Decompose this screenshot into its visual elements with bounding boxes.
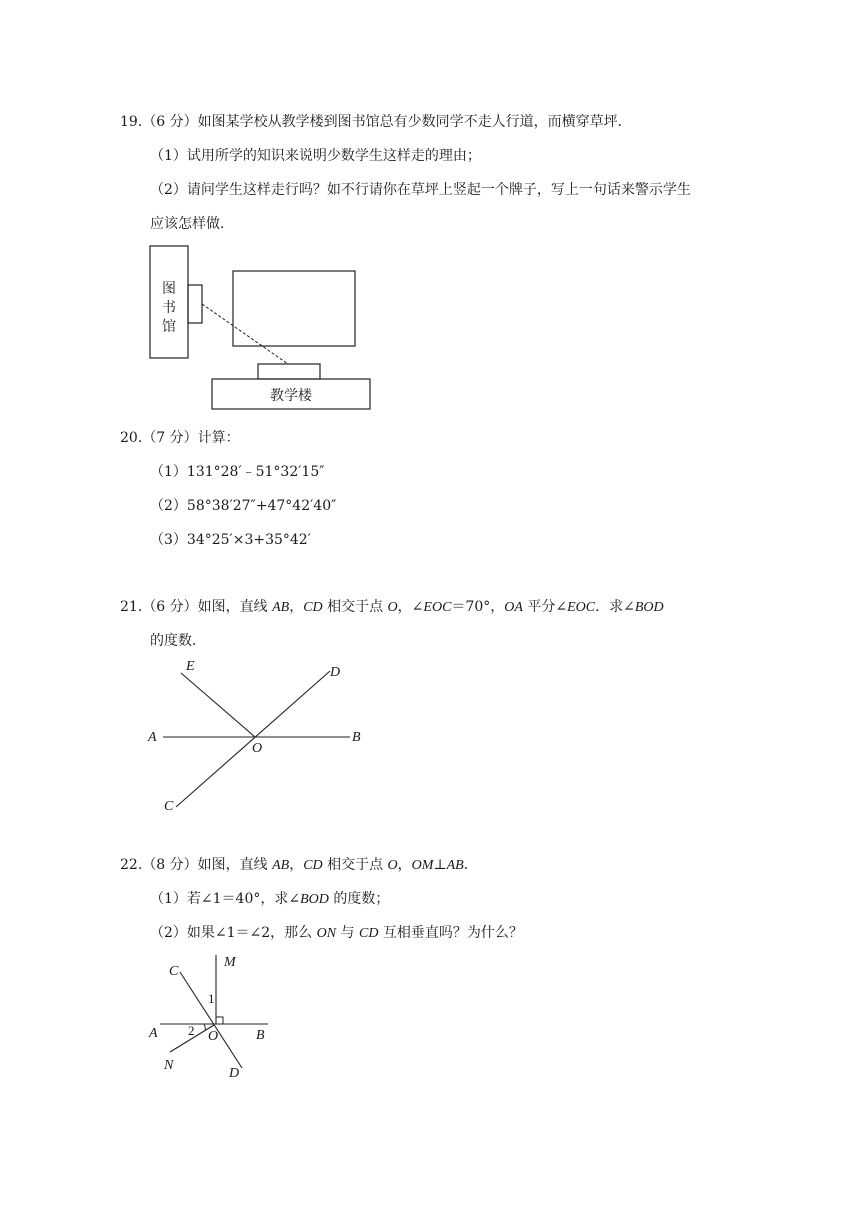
q21-stem-line2: 的度数． — [150, 633, 206, 649]
label-B: B — [352, 730, 361, 745]
library-label-2: 书 — [162, 300, 176, 316]
angle-2-arc — [204, 1024, 205, 1031]
line-CD-22 — [180, 972, 242, 1068]
label-D-22: D — [229, 1066, 240, 1081]
library-label-3: 馆 — [162, 319, 176, 335]
label-angle-2: 2 — [188, 1023, 195, 1038]
q19-part2-line2: 应该怎样做． — [150, 216, 234, 232]
q20-part1: （1）131°28′﹣51°32′15″ — [150, 464, 325, 480]
label-N: N — [164, 1058, 174, 1073]
label-O: O — [252, 741, 263, 756]
q21-stem: 21.（6 分）如图，直线 AB，CD 相交于点 O，∠EOC＝70°，OA 平分∠EOC．求∠BOD — [120, 599, 664, 615]
q22-part1: （1）若∠1＝40°，求∠BOD 的度数； — [150, 891, 390, 907]
label-O-22: O — [208, 1029, 219, 1044]
q19-part2-line1: （2）请问学生这样走行吗？如不行请你在草坪上竖起一个牌子，写上一句话来警示学生 — [150, 182, 691, 198]
label-A: A — [148, 730, 157, 745]
label-D: D — [330, 665, 341, 680]
label-B-22: B — [256, 1028, 265, 1043]
label-M: M — [224, 955, 236, 970]
label-E: E — [186, 659, 195, 674]
q20-part2: （2）58°38′27″+47°42′40″ — [150, 498, 337, 514]
teaching-building-label: 教学楼 — [270, 388, 312, 404]
right-angle-mark — [216, 1017, 223, 1024]
q20-stem: 20.（7 分）计算： — [120, 430, 240, 446]
q19-part1: （1）试用所学的知识来说明少数学生这样走的理由； — [150, 148, 481, 164]
label-C-22: C — [169, 964, 179, 979]
library-label-1: 图 — [162, 281, 176, 297]
q19-stem: 19.（6 分）如图某学校从教学楼到图书馆总有少数同学不走人行道，而横穿草坪． — [120, 114, 632, 130]
label-angle-1: 1 — [208, 991, 215, 1006]
label-C: C — [164, 799, 174, 814]
q20-part3: （3）34°25′×3+35°42′ — [150, 532, 311, 548]
q22-part2: （2）如果∠1＝∠2，那么 ON 与 CD 互相垂直吗？为什么？ — [150, 925, 523, 941]
q22-stem: 22.（8 分）如图，直线 AB，CD 相交于点 O，OM⊥AB． — [120, 857, 478, 873]
label-A-22: A — [149, 1026, 158, 1041]
